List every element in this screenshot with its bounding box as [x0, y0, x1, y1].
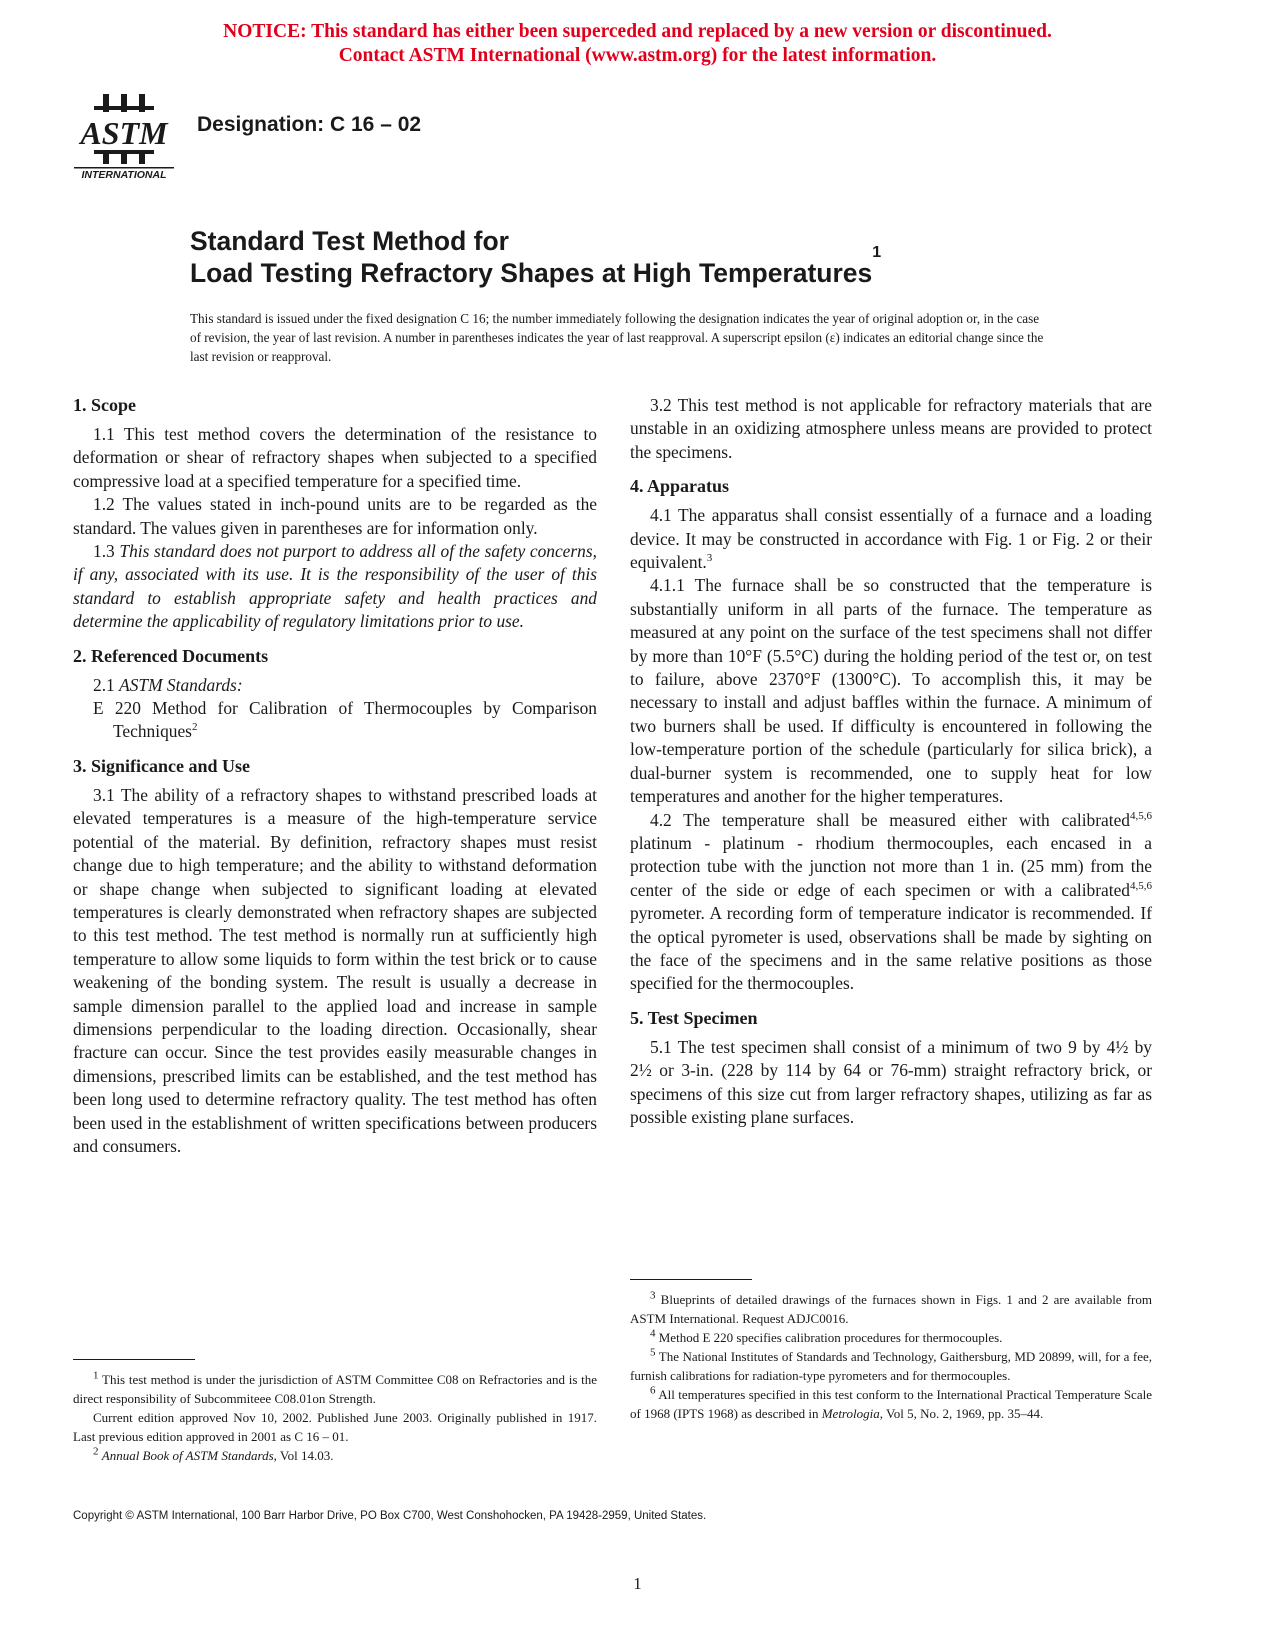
- specimen-heading: 5. Test Specimen: [630, 1007, 758, 1028]
- para-4-2-c: pyrometer. A recording form of temperature indicator is recommended. If the optical pyrometer is used, observations shall be made by sighting on the face of the specimens and in the same relative positions as those specified for the thermocouples.: [630, 903, 1152, 994]
- footnote-6-b: , Vol 5, No. 2, 1969, pp. 35–44.: [879, 1406, 1044, 1421]
- para-5-1: 5.1 The test specimen shall consist of a minimum of two 9 by 4½ by 2½ or 3-in. (228 by 114 by 64 or 76-mm) straight refractory brick, or specimens of this size cut from larger refractory shapes, utilizing as far as possible existing plane surfaces.: [630, 1036, 1152, 1127]
- right-column: [630, 394, 1152, 1129]
- ref-e220-text: E 220 Method for Calibration of Thermocouples by Comparison Techniques: [93, 698, 597, 742]
- para-4-2-fn-a: 4,5,6: [1130, 809, 1152, 822]
- para-4-2: [630, 809, 1152, 996]
- footnote-6-a: All temperatures specified in this test conform to the International Practical Temperature Scale of 1968 (IPTS 1968) as described in: [630, 1387, 1152, 1421]
- footnote-1-num: 1: [93, 1369, 99, 1382]
- scope-heading: 1. Scope: [73, 395, 136, 415]
- footnote-4-text: Method E 220 specifies calibration procedures for thermocouples.: [658, 1330, 1003, 1345]
- para-2-1: [73, 674, 597, 697]
- footnote-1b: Current edition approved Nov 10, 2002. Published June 2003. Originally published in 1917. Last previous edition approved in 2001 as C 16 – 01.: [73, 1410, 597, 1444]
- footnote-6: [630, 1385, 1152, 1423]
- title-footnote-ref: 1: [872, 244, 882, 261]
- para-1-3-num: 1.3: [93, 541, 115, 562]
- document-title: [190, 225, 881, 289]
- title-line-2-text: Load Testing Refractory Shapes at High Temperatures: [190, 258, 873, 288]
- referenced-heading: 2. Referenced Documents: [73, 645, 269, 666]
- footnote-1a: [73, 1370, 597, 1408]
- footnote-4: [630, 1328, 1152, 1347]
- para-3-1: 3.1 The ability of a refractory shapes to withstand prescribed loads at elevated temperatures is a measure of the high-temperature service potential of the material. By definition, refractory shapes must resist change due to high temperature; and the ability to withstand deformation or shape change when subjected to significant loading at elevated temperatures is clearly demonstrated when refractory shapes are subjected to this test method. The test method is normally run at sufficiently high temperature to allow some liquids to form within the test brick or to cause weakening of the bonding system. The result is usually a decrease in sample dimension parallel to the applied load and increase in sample dimensions perpendicular to the loading direction. Occasionally, shear fracture can occur. Since the test provides easily measurable changes in dimensions, prescribed limits can be established, and the test method has been long used to determine refractory quality. The test method has often been used in the establishment of written specifications between producers and consumers.: [73, 784, 597, 1156]
- footnote-2-rest: Vol 14.03.: [276, 1448, 334, 1463]
- notice-line-2: Contact ASTM International (www.astm.org) for the latest information.: [338, 45, 937, 66]
- para-4-1-fn: 3: [706, 552, 713, 565]
- footnotes-left: [73, 1370, 597, 1465]
- para-2-1-num: 2.1: [93, 674, 115, 695]
- para-4-2-a: 4.2 The temperature shall be measured either with calibrated: [650, 809, 1130, 830]
- footnote-3-text: Blueprints of detailed drawings of the furnaces shown in Figs. 1 and 2 are available from ASTM International. Request ADJC0016.: [630, 1292, 1152, 1326]
- para-4-1-text: 4.1 The apparatus shall consist essentially of a furnace and a loading device. It may be constructed in accordance with Fig. 1 or Fig. 2 or their equivalent.: [630, 505, 1152, 573]
- ref-e220-fn: 2: [191, 721, 198, 734]
- para-1-2: 1.2 The values stated in inch-pound units are to be regarded as the standard. The values given in parentheses are for information only.: [73, 494, 597, 538]
- issue-note: This standard is issued under the fixed designation C 16; the number immediately following the designation indicates the year of original adoption or, in the case of revision, the year of last revision. A number in parentheses indicates the year of last reapproval. A superscript epsilon (ε) indicates an editorial change since the last revision or reapproval.: [190, 311, 1044, 364]
- designation: Designation: C 16 – 02: [197, 113, 422, 136]
- title-line-1: Standard Test Method for: [190, 226, 509, 256]
- footnote-rule-left: [73, 1359, 195, 1360]
- logo-text: ASTM: [80, 115, 168, 151]
- para-4-1-1: 4.1.1 The furnace shall be so constructed that the temperature is substantially uniform in all parts of the furnace. The temperature as measured at any point on the surface of the test specimens shall not differ by more than 10°F (5.5°C) during the holding period of the test or, on test to failure, above 2370°F (1300°C). To accomplish this, it may be necessary to install and adjust baffles within the furnace. A minimum of two burners shall be used. If difficulty is encountered in following the low-temperature portion of the schedule (particularly for silica brick), a dual-burner system is recommended, one to supply heat for low temperatures and another for the higher temperatures.: [630, 575, 1152, 807]
- footnote-3: [630, 1290, 1152, 1328]
- footnote-3-num: 3: [650, 1289, 656, 1302]
- para-1-1: 1.1 This test method covers the determination of the resistance to deformation or shear of refractory shapes when subjected to a specified compressive load at a specified temperature for a specified time.: [73, 424, 597, 491]
- logo-subtitle: INTERNATIONAL: [81, 169, 167, 181]
- para-1-3: [73, 540, 597, 634]
- astm-logo: [70, 92, 178, 184]
- footnote-5-num: 5: [650, 1346, 656, 1359]
- footnote-rule-right: [630, 1279, 752, 1280]
- footnote-2: [73, 1446, 597, 1465]
- para-4-1: [630, 504, 1152, 574]
- footnote-6-journal: Metrologia: [821, 1406, 880, 1421]
- footnote-1a-text: This test method is under the jurisdiction of ASTM Committee C08 on Refractories and is the direct responsibility of Subcommiteee C08.01on Strength.: [73, 1372, 597, 1406]
- para-2-1-text: ASTM Standards:: [119, 674, 243, 695]
- footnote-5-text: The National Institutes of Standards and Technology, Gaithersburg, MD 20899, will, for a fee, furnish calibrations for radiation-type pyrometers and for thermocouples.: [630, 1349, 1152, 1383]
- para-4-2-b: platinum - platinum - rhodium thermocouples, each encased in a protection tube with the junction not more than 1 in. (25 mm) from the center of the side or edge of each specimen or with a calibrated: [630, 832, 1152, 900]
- para-3-2: 3.2 This test method is not applicable for refractory materials that are unstable in an oxidizing atmosphere unless means are provided to protect the specimens.: [630, 395, 1152, 462]
- apparatus-heading: 4. Apparatus: [630, 476, 730, 497]
- notice-banner: [0, 20, 1275, 68]
- footnote-5: [630, 1347, 1152, 1385]
- para-4-2-fn-b: 4,5,6: [1130, 879, 1152, 892]
- page-number: 1: [633, 1574, 642, 1593]
- para-1-3-text: This standard does not purport to address all of the safety concerns, if any, associated with its use. It is the responsibility of the user of this standard to establish appropriate safety and health practices and determine the applicability of regulatory limitations prior to use.: [73, 541, 597, 632]
- copyright: Copyright © ASTM International, 100 Barr Harbor Drive, PO Box C700, West Conshohocken, PA 19428-2959, United States.: [73, 1510, 707, 1522]
- ref-e220: [73, 697, 597, 744]
- footnote-6-num: 6: [650, 1384, 656, 1397]
- left-column: [73, 394, 597, 1158]
- footnotes-right: [630, 1290, 1152, 1423]
- notice-line-1: NOTICE: This standard has either been superceded and replaced by a new version or discontinued.: [223, 21, 1052, 42]
- footnote-4-num: 4: [650, 1327, 656, 1340]
- title-line-2: [190, 244, 882, 289]
- footnote-2-num: 2: [93, 1445, 99, 1458]
- footnote-2-title: Annual Book of ASTM Standards,: [101, 1448, 277, 1463]
- significance-heading: 3. Significance and Use: [73, 755, 251, 776]
